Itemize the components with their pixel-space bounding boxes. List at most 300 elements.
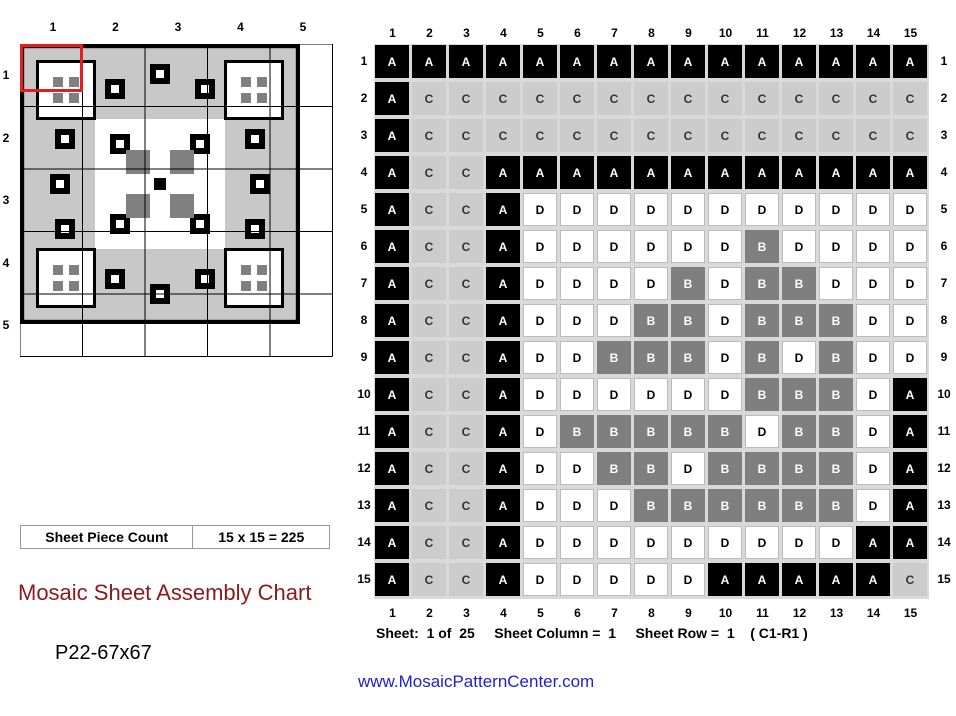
tile-cell: D <box>634 526 668 559</box>
tile-cell: D <box>560 378 594 411</box>
grid-column-label: 8 <box>648 606 655 620</box>
tile-cell: B <box>634 415 668 448</box>
grid-row-label: 15 <box>357 572 371 586</box>
grid-row-label: 9 <box>940 350 948 364</box>
tile-cell: B <box>745 230 779 263</box>
thumb-flower-petal <box>53 281 63 291</box>
tile-cell: C <box>523 82 557 115</box>
thumb-flower-petal <box>241 93 251 103</box>
tile-cell: C <box>597 82 631 115</box>
tile-cell: B <box>708 415 742 448</box>
tile-cell: C <box>708 119 742 152</box>
tile-cell: C <box>449 563 483 596</box>
tile-cell: C <box>782 82 816 115</box>
tile-cell: D <box>523 526 557 559</box>
thumbnail-row-label: 2 <box>2 130 10 145</box>
tile-cell: A <box>375 415 409 448</box>
tile-cell: D <box>708 378 742 411</box>
tile-cell: D <box>523 378 557 411</box>
tile-cell: C <box>412 563 446 596</box>
tile-cell: A <box>745 563 779 596</box>
tile-cell: A <box>375 230 409 263</box>
thumb-flower-petal <box>257 93 267 103</box>
tile-cell: B <box>634 341 668 374</box>
thumb-motif-center <box>196 220 204 228</box>
tile-cell: D <box>856 267 890 300</box>
tile-cell: A <box>856 563 890 596</box>
thumbnail-row-label: 5 <box>2 318 10 332</box>
tile-cell: A <box>708 156 742 189</box>
tile-cell: D <box>708 304 742 337</box>
tile-cell: A <box>856 45 890 78</box>
tile-cell: D <box>856 489 890 522</box>
tile-cell: B <box>560 415 594 448</box>
tile-cell: B <box>597 341 631 374</box>
tile-cell: B <box>782 378 816 411</box>
tile-cell: C <box>412 267 446 300</box>
thumb-flower-petal <box>53 265 63 275</box>
tile-cell: D <box>671 526 705 559</box>
grid-column-label: 2 <box>426 606 433 620</box>
tile-cell: D <box>634 230 668 263</box>
tile-cell: A <box>856 526 890 559</box>
tile-cell: B <box>782 304 816 337</box>
tile-cell: D <box>523 452 557 485</box>
tile-cell: B <box>708 452 742 485</box>
grid-column-label: 6 <box>574 26 581 40</box>
tile-cell: D <box>745 415 779 448</box>
grid-row-label: 14 <box>357 535 371 549</box>
tile-cell: A <box>893 526 927 559</box>
tile-cell: A <box>782 45 816 78</box>
grid-row-label: 3 <box>940 128 948 142</box>
tile-cell: A <box>412 45 446 78</box>
thumb-motif-center <box>116 140 124 148</box>
thumb-flower-petal <box>69 265 79 275</box>
pattern-thumbnail[interactable] <box>20 44 333 357</box>
grid-row-label: 15 <box>937 572 951 586</box>
tile-cell: A <box>486 45 520 78</box>
thumbnail-column-label: 1 <box>49 20 57 34</box>
thumb-motif-center <box>196 140 204 148</box>
tile-cell: C <box>449 193 483 226</box>
thumb-flower-petal <box>69 77 79 87</box>
thumb-motif-center <box>156 70 164 78</box>
grid-row-label: 10 <box>357 387 371 401</box>
grid-row-label: 5 <box>940 202 948 216</box>
tile-cell: C <box>708 82 742 115</box>
tile-cell: B <box>671 304 705 337</box>
grid-column-label: 13 <box>829 606 844 620</box>
tile-cell: A <box>375 489 409 522</box>
tile-cell: A <box>486 526 520 559</box>
thumb-center-dot <box>154 178 166 190</box>
tile-cell: D <box>856 415 890 448</box>
tile-cell: B <box>745 304 779 337</box>
tile-cell: B <box>671 341 705 374</box>
tile-cell: B <box>819 452 853 485</box>
tile-cell: D <box>560 341 594 374</box>
tile-cell: D <box>708 341 742 374</box>
thumb-motif-center <box>116 220 124 228</box>
thumb-flower-petal <box>241 265 251 275</box>
grid-row-label: 12 <box>357 461 371 475</box>
tile-cell: B <box>819 415 853 448</box>
tile-cell: D <box>560 452 594 485</box>
tile-cell: A <box>375 156 409 189</box>
tile-cell: A <box>782 563 816 596</box>
thumb-flower-petal <box>241 77 251 87</box>
grid-row-label: 5 <box>360 202 368 216</box>
tile-cell: A <box>819 156 853 189</box>
tile-cell: B <box>634 452 668 485</box>
tile-cell: C <box>523 119 557 152</box>
grid-column-label: 5 <box>537 26 544 40</box>
tile-cell: A <box>375 378 409 411</box>
tile-cell: C <box>449 82 483 115</box>
thumb-center-petal <box>126 194 150 218</box>
thumbnail-row-label: 1 <box>2 68 10 82</box>
thumb-flower-petal <box>241 281 251 291</box>
grid-column-label: 3 <box>463 26 470 40</box>
thumb-flower-petal <box>53 77 63 87</box>
tile-cell: D <box>634 193 668 226</box>
thumb-flower-petal <box>257 281 267 291</box>
tile-cell: D <box>819 230 853 263</box>
tile-cell: C <box>449 230 483 263</box>
tile-cell: D <box>819 526 853 559</box>
thumbnail-row-label: 3 <box>2 193 10 207</box>
tile-cell: A <box>745 156 779 189</box>
tile-cell: D <box>782 193 816 226</box>
tile-cell: D <box>597 378 631 411</box>
tile-cell: B <box>782 489 816 522</box>
tile-cell: B <box>671 267 705 300</box>
tile-cell: B <box>671 489 705 522</box>
tile-cell: A <box>671 45 705 78</box>
tile-cell: A <box>375 304 409 337</box>
tile-cell: B <box>597 452 631 485</box>
tile-cell: C <box>560 119 594 152</box>
grid-row-label: 1 <box>360 54 368 68</box>
tile-cell: D <box>856 193 890 226</box>
grid-row-label: 2 <box>360 91 368 105</box>
thumbnail-column-label: 4 <box>237 20 244 34</box>
tile-cell: B <box>782 415 816 448</box>
tile-cell: D <box>560 526 594 559</box>
tile-cell: D <box>671 378 705 411</box>
tile-cell: C <box>634 119 668 152</box>
piece-count-label: Sheet Piece Count <box>21 526 193 548</box>
tile-cell: D <box>893 267 927 300</box>
thumb-corner-inner <box>227 63 281 117</box>
tile-cell: A <box>375 267 409 300</box>
tile-cell: D <box>819 193 853 226</box>
tile-cell: D <box>523 304 557 337</box>
tile-cell: A <box>893 415 927 448</box>
tile-cell: A <box>486 156 520 189</box>
tile-cell: D <box>597 267 631 300</box>
tile-cell: A <box>449 45 483 78</box>
grid-column-label: 15 <box>903 26 918 40</box>
tile-cell: A <box>486 304 520 337</box>
grid-row-label: 4 <box>940 165 948 179</box>
grid-column-label: 14 <box>866 26 881 40</box>
tile-cell: A <box>893 45 927 78</box>
tile-cell: C <box>671 82 705 115</box>
grid-row-label: 9 <box>360 350 368 364</box>
grid-row-label: 6 <box>940 239 948 253</box>
tile-cell: C <box>412 526 446 559</box>
tile-cell: A <box>486 193 520 226</box>
grid-column-label: 9 <box>685 26 692 40</box>
tile-cell: D <box>708 193 742 226</box>
tile-cell: D <box>523 267 557 300</box>
tile-cell: D <box>671 452 705 485</box>
tile-cell: D <box>634 563 668 596</box>
tile-cell: C <box>671 119 705 152</box>
piece-count-table <box>20 525 330 549</box>
pattern-id: P22-67x67 <box>55 642 152 664</box>
tile-cell: D <box>893 341 927 374</box>
grid-row-label: 4 <box>360 165 368 179</box>
tile-cell: A <box>597 45 631 78</box>
tile-cell: D <box>856 341 890 374</box>
tile-cell: A <box>745 45 779 78</box>
tile-cell: A <box>486 378 520 411</box>
tile-cell: B <box>671 415 705 448</box>
tile-cell: C <box>449 304 483 337</box>
tile-cell: C <box>893 119 927 152</box>
grid-column-label: 6 <box>574 606 581 620</box>
grid-row-label: 7 <box>940 276 948 290</box>
tile-cell: C <box>782 119 816 152</box>
tile-cell: B <box>745 267 779 300</box>
grid-column-label: 3 <box>463 606 470 620</box>
tile-cell: C <box>819 119 853 152</box>
tile-cell: D <box>745 193 779 226</box>
tile-cell: B <box>745 489 779 522</box>
tile-cell: C <box>449 415 483 448</box>
grid-column-label: 4 <box>500 26 507 40</box>
tile-cell: A <box>375 563 409 596</box>
tile-cell: A <box>893 489 927 522</box>
tile-cell: D <box>523 415 557 448</box>
grid-column-label: 11 <box>756 606 769 620</box>
tile-cell: A <box>486 267 520 300</box>
website-link[interactable]: www.MosaicPatternCenter.com <box>358 672 595 691</box>
grid-column-label: 15 <box>903 606 918 620</box>
grid-row-label: 11 <box>937 424 951 438</box>
tile-cell: B <box>819 304 853 337</box>
tile-cell: A <box>634 156 668 189</box>
grid-column-label: 5 <box>537 606 544 620</box>
tile-cell: D <box>708 230 742 263</box>
thumbnail-column-label: 3 <box>174 20 182 34</box>
grid-column-label: 4 <box>500 606 507 620</box>
tile-cell: D <box>708 267 742 300</box>
grid-row-label: 8 <box>940 313 948 327</box>
tile-cell: B <box>745 452 779 485</box>
grid-row-label: 1 <box>940 54 948 68</box>
mosaic-tile-grid <box>374 44 929 599</box>
grid-row-label: 7 <box>360 276 368 290</box>
tile-cell: D <box>634 378 668 411</box>
tile-cell: D <box>560 304 594 337</box>
tile-cell: B <box>745 378 779 411</box>
grid-column-label: 9 <box>685 606 692 620</box>
grid-column-label: 13 <box>829 26 844 40</box>
tile-cell: C <box>412 193 446 226</box>
tile-cell: C <box>449 526 483 559</box>
tile-cell: A <box>782 156 816 189</box>
tile-cell: C <box>486 119 520 152</box>
grid-row-label: 8 <box>360 313 368 327</box>
grid-column-label: 1 <box>389 606 396 620</box>
tile-cell: B <box>634 489 668 522</box>
tile-cell: C <box>412 304 446 337</box>
tile-cell: D <box>782 230 816 263</box>
tile-cell: A <box>560 156 594 189</box>
tile-cell: A <box>560 45 594 78</box>
grid-column-label: 1 <box>389 26 396 40</box>
tile-cell: D <box>893 193 927 226</box>
tile-cell: B <box>745 341 779 374</box>
thumb-flower-petal <box>53 93 63 103</box>
grid-row-label: 3 <box>360 128 368 142</box>
grid-column-label: 2 <box>426 26 433 40</box>
tile-cell: D <box>856 378 890 411</box>
tile-cell: D <box>560 489 594 522</box>
tile-cell: A <box>819 45 853 78</box>
grid-row-label: 13 <box>357 498 371 512</box>
tile-cell: B <box>819 341 853 374</box>
tile-cell: D <box>597 193 631 226</box>
grid-column-label: 7 <box>611 26 618 40</box>
tile-cell: D <box>560 563 594 596</box>
thumbnail-column-label: 5 <box>299 20 307 34</box>
tile-cell: D <box>597 230 631 263</box>
tile-cell: C <box>597 119 631 152</box>
tile-cell: D <box>560 230 594 263</box>
grid-column-label: 12 <box>792 606 807 620</box>
sheet-info: Sheet: 1 of 25 Sheet Column = 1 Sheet Row = 1 ( C1-R1 ) <box>376 625 808 641</box>
thumb-motif-center <box>111 85 119 93</box>
tile-cell: A <box>634 45 668 78</box>
tile-cell: C <box>449 341 483 374</box>
thumb-flower-petal <box>257 77 267 87</box>
tile-cell: C <box>634 82 668 115</box>
tile-cell: A <box>486 415 520 448</box>
tile-cell: A <box>893 378 927 411</box>
tile-cell: A <box>597 156 631 189</box>
tile-cell: A <box>856 156 890 189</box>
tile-cell: C <box>449 378 483 411</box>
tile-cell: D <box>856 304 890 337</box>
grid-column-label: 11 <box>756 26 769 40</box>
tile-cell: A <box>375 119 409 152</box>
grid-column-label: 8 <box>648 26 655 40</box>
tile-cell: D <box>782 341 816 374</box>
tile-cell: D <box>671 193 705 226</box>
tile-cell: C <box>486 82 520 115</box>
tile-cell: C <box>449 452 483 485</box>
thumb-motif-center <box>61 135 69 143</box>
tile-cell: C <box>449 489 483 522</box>
tile-cell: C <box>412 452 446 485</box>
tile-cell: A <box>486 230 520 263</box>
tile-cell: C <box>745 82 779 115</box>
grid-row-label: 14 <box>937 535 951 549</box>
tile-cell: D <box>856 452 890 485</box>
tile-cell: D <box>893 230 927 263</box>
thumb-center-petal <box>126 150 150 174</box>
thumb-center-petal <box>170 150 194 174</box>
tile-cell: D <box>745 526 779 559</box>
grid-column-label: 10 <box>718 606 733 620</box>
tile-cell: C <box>856 82 890 115</box>
tile-cell: D <box>671 563 705 596</box>
tile-cell: C <box>893 82 927 115</box>
tile-cell: A <box>375 193 409 226</box>
tile-cell: C <box>745 119 779 152</box>
tile-cell: D <box>819 267 853 300</box>
chart-title: Mosaic Sheet Assembly Chart <box>18 580 312 605</box>
tile-cell: A <box>486 489 520 522</box>
tile-cell: D <box>523 563 557 596</box>
grid-row-label: 2 <box>940 91 948 105</box>
tile-cell: D <box>597 526 631 559</box>
thumbnail-column-label: 2 <box>112 20 119 34</box>
tile-cell: C <box>412 156 446 189</box>
tile-cell: D <box>708 526 742 559</box>
thumb-motif-center <box>111 275 119 283</box>
tile-cell: D <box>671 230 705 263</box>
thumb-motif-center <box>56 180 64 188</box>
tile-cell: C <box>449 119 483 152</box>
tile-cell: C <box>412 415 446 448</box>
tile-cell: C <box>856 119 890 152</box>
tile-cell: D <box>782 526 816 559</box>
tile-cell: C <box>412 82 446 115</box>
tile-cell: A <box>708 563 742 596</box>
tile-cell: C <box>412 489 446 522</box>
tile-cell: B <box>634 304 668 337</box>
tile-cell: A <box>486 452 520 485</box>
thumb-corner-inner <box>227 251 281 305</box>
tile-cell: A <box>375 452 409 485</box>
tile-cell: A <box>893 156 927 189</box>
tile-cell: C <box>412 378 446 411</box>
tile-cell: D <box>634 267 668 300</box>
tile-cell: C <box>819 82 853 115</box>
tile-cell: B <box>782 267 816 300</box>
tile-cell: A <box>523 156 557 189</box>
tile-cell: D <box>560 267 594 300</box>
tile-cell: B <box>819 378 853 411</box>
tile-cell: D <box>597 489 631 522</box>
grid-row-label: 10 <box>937 387 951 401</box>
tile-cell: A <box>819 563 853 596</box>
thumb-flower-petal <box>69 93 79 103</box>
grid-row-label: 13 <box>937 498 951 512</box>
tile-cell: D <box>560 193 594 226</box>
grid-row-label: 12 <box>937 461 951 475</box>
tile-cell: A <box>486 341 520 374</box>
tile-cell: C <box>893 563 927 596</box>
tile-cell: B <box>708 489 742 522</box>
tile-cell: B <box>819 489 853 522</box>
